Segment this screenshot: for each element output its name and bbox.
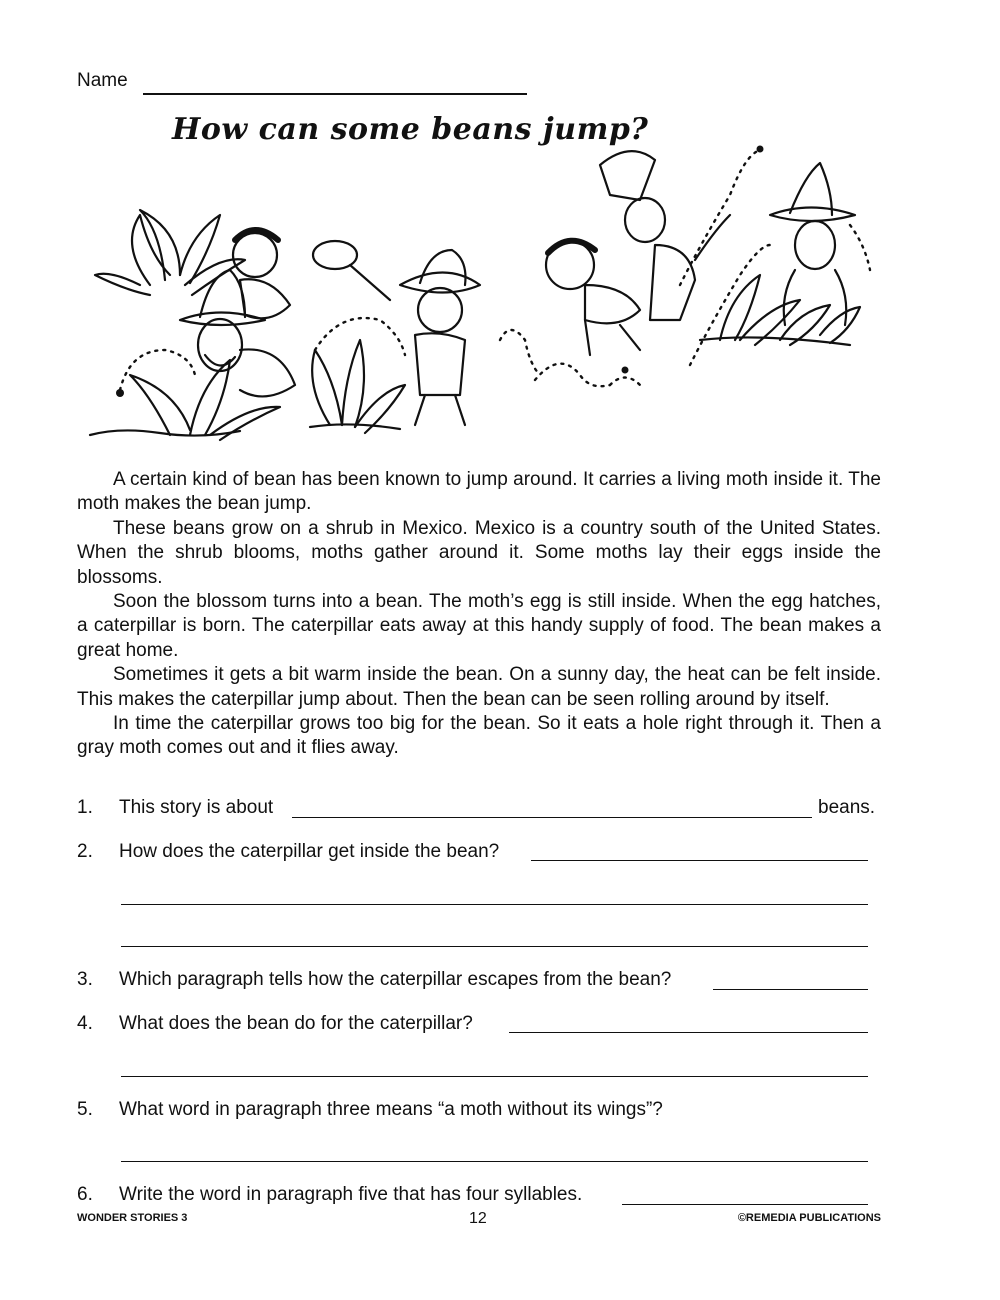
page-title: How can some beans jump? — [172, 112, 649, 147]
question-text: Which paragraph tells how the caterpillar escapes from the bean? — [119, 969, 672, 990]
answer-line[interactable] — [121, 1161, 868, 1162]
story-text — [77, 468, 881, 761]
answer-line[interactable] — [509, 1032, 868, 1033]
answer-line[interactable] — [121, 946, 868, 947]
story-paragraph: Soon the blossom turns into a bean. The moth’s egg is still inside. When the egg hatches, a caterpillar is born. The caterpillar eats away at this handy supply of food. The bean makes a great home. — [77, 591, 881, 661]
answer-line[interactable] — [713, 989, 868, 990]
answer-line[interactable] — [292, 817, 812, 818]
answer-line[interactable] — [121, 1076, 868, 1077]
question-number: 4. — [77, 1013, 93, 1034]
answer-line[interactable] — [121, 904, 868, 905]
question-text: What does the bean do for the caterpillar? — [119, 1013, 473, 1034]
footer-series: WONDER STORIES 3 — [77, 1212, 188, 1224]
question-suffix: beans. — [818, 797, 876, 818]
story-paragraph: Sometimes it gets a bit warm inside the bean. On a sunny day, the heat can be felt inside. This makes the caterpillar jump about. Then the bean can be seen rolling around by itself. — [77, 664, 881, 710]
question-number: 2. — [77, 841, 93, 862]
jumping-bean-cartoon-icon — [80, 135, 880, 450]
story-paragraph: A certain kind of bean has been known to jump around. It carries a living moth inside it. The moth makes the bean jump. — [77, 469, 881, 515]
story-paragraph: These beans grow on a shrub in Mexico. Mexico is a country south of the United States. When the shrub blooms, moths gather around it. Some moths lay their eggs inside the blossoms. — [77, 517, 881, 588]
question-number: 3. — [77, 969, 93, 990]
question-text: Write the word in paragraph five that has four syllables. — [119, 1184, 583, 1205]
question-text: This story is about — [119, 797, 274, 818]
question-number: 5. — [77, 1099, 93, 1120]
answer-line[interactable] — [622, 1204, 868, 1205]
footer-publisher: ©REMEDIA PUBLICATIONS — [737, 1212, 881, 1224]
story-paragraph: In time the caterpillar grows too big for the bean. So it eats a hole right through it. Then a gray moth comes out and it flies away. — [77, 713, 881, 759]
answer-line[interactable] — [531, 860, 868, 861]
name-answer-line[interactable] — [143, 93, 527, 95]
question-text: How does the caterpillar get inside the bean? — [119, 841, 500, 862]
question-number: 6. — [77, 1184, 93, 1205]
question-number: 1. — [77, 797, 93, 818]
question-text: What word in paragraph three means “a moth without its wings”? — [119, 1099, 663, 1120]
page-number: 12 — [469, 1210, 487, 1227]
name-label: Name — [77, 70, 128, 91]
